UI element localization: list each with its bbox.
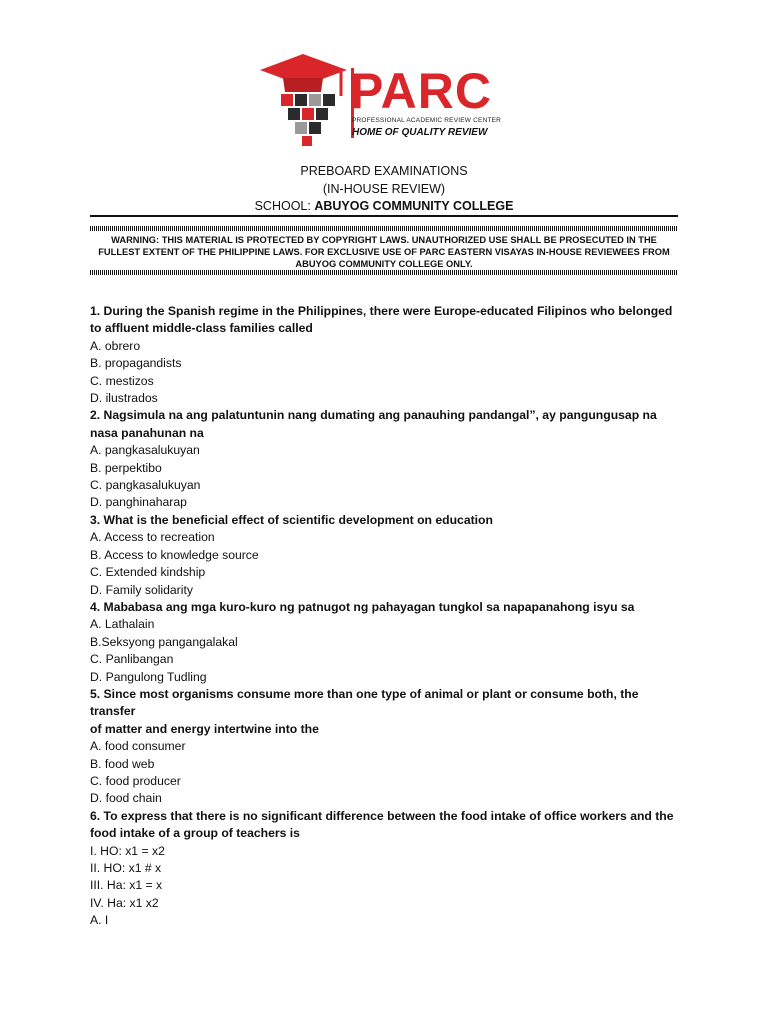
answer-option: A. Access to recreation	[90, 530, 215, 545]
answer-option: B. food web	[90, 756, 155, 771]
logo-name: PARC	[350, 63, 492, 119]
question-item	[90, 512, 680, 599]
question-text: 1. During the Spanish regime in the Philippines, there were Europe-educated Filipinos who belonged to affluent middle-class families called	[90, 304, 673, 336]
question-list	[90, 303, 680, 930]
answer-option: B. perpektibo	[90, 460, 162, 475]
answer-option: D. Pangulong Tudling	[90, 669, 207, 684]
question-text: 6. To express that there is no significant difference between the food intake of office workers and the food intake of a group of teachers is	[90, 808, 674, 841]
answer-option: A. Lathalain	[90, 617, 155, 632]
dotted-divider-top	[90, 226, 678, 231]
answer-option: C. Extended kindship	[90, 565, 206, 580]
question-text: of matter and energy intertwine into the	[90, 721, 319, 736]
answer-option: A. I	[90, 913, 109, 928]
question-text: 3. What is the beneficial effect of scientific development on education	[90, 512, 493, 527]
dotted-divider-bottom	[90, 270, 678, 275]
school-label: SCHOOL:	[254, 199, 311, 213]
question-item	[90, 599, 680, 686]
question-item	[90, 407, 680, 511]
logo-subtitle: PROFESSIONAL ACADEMIC REVIEW CENTER	[352, 117, 502, 124]
question-item	[90, 686, 680, 808]
exam-title: PREBOARD EXAMINATIONS	[300, 164, 468, 178]
answer-option: I. HO: x1 = x2	[90, 843, 165, 858]
answer-option: III. Ha: x1 = x	[90, 878, 163, 893]
document-header	[90, 163, 678, 216]
logo-tagline: HOME OF QUALITY REVIEW	[352, 127, 488, 138]
school-name: ABUYOG COMMUNITY COLLEGE	[314, 199, 514, 213]
school-line	[90, 198, 678, 216]
question-item	[90, 808, 680, 930]
answer-option: II. HO: x1 # x	[90, 861, 162, 875]
answer-option: D. ilustrados	[90, 391, 158, 406]
answer-option: B. Access to knowledge source	[90, 547, 259, 562]
question-text: 5. Since most organisms consume more than one type of animal or plant or consume both, the transfer	[90, 686, 639, 719]
answer-option: A. pangkasalukuyan	[90, 443, 200, 458]
header-divider	[90, 215, 678, 217]
answer-option: IV. Ha: x1 x2	[90, 895, 159, 910]
answer-option: C. mestizos	[90, 373, 154, 388]
question-item	[90, 303, 680, 407]
answer-option: D. panghinaharap	[90, 495, 187, 510]
answer-option: D. Family solidarity	[90, 582, 193, 597]
answer-option: C. Panlibangan	[90, 652, 174, 667]
answer-option: A. obrero	[90, 338, 141, 353]
answer-option: C. pangkasalukuyan	[90, 478, 201, 493]
exam-subtitle: (IN-HOUSE REVIEW)	[322, 181, 446, 196]
answer-option: B. propagandists	[90, 356, 182, 371]
answer-option: C. food producer	[90, 773, 181, 788]
answer-option: A. food consumer	[90, 739, 186, 754]
answer-option: D. food chain	[90, 791, 162, 806]
copyright-warning: WARNING: THIS MATERIAL IS PROTECTED BY COPYRIGHT LAWS. UNAUTHORIZED USE SHALL BE PROSECUTED IN THE FULLEST EXTENT OF THE PHILIPPINE LAWS. FOR EXCLUSIVE USE OF PARC EASTERN VISAYAS IN-HOUSE REVIEWEES FROM ABUYOG COMMUNITY COLLEGE ONLY.	[98, 235, 670, 269]
answer-option: B.Seksyong pangangalakal	[90, 634, 238, 649]
question-text: 4. Mababasa ang mga kuro-kuro ng patnugot ng pahayagan tungkol sa napapanahong isyu sa	[90, 599, 635, 614]
question-text: 2. Nagsimula na ang palatuntunin nang dumating ang panauhing pandangal”, ay pangungusap na nasa panahunan na	[90, 408, 657, 440]
